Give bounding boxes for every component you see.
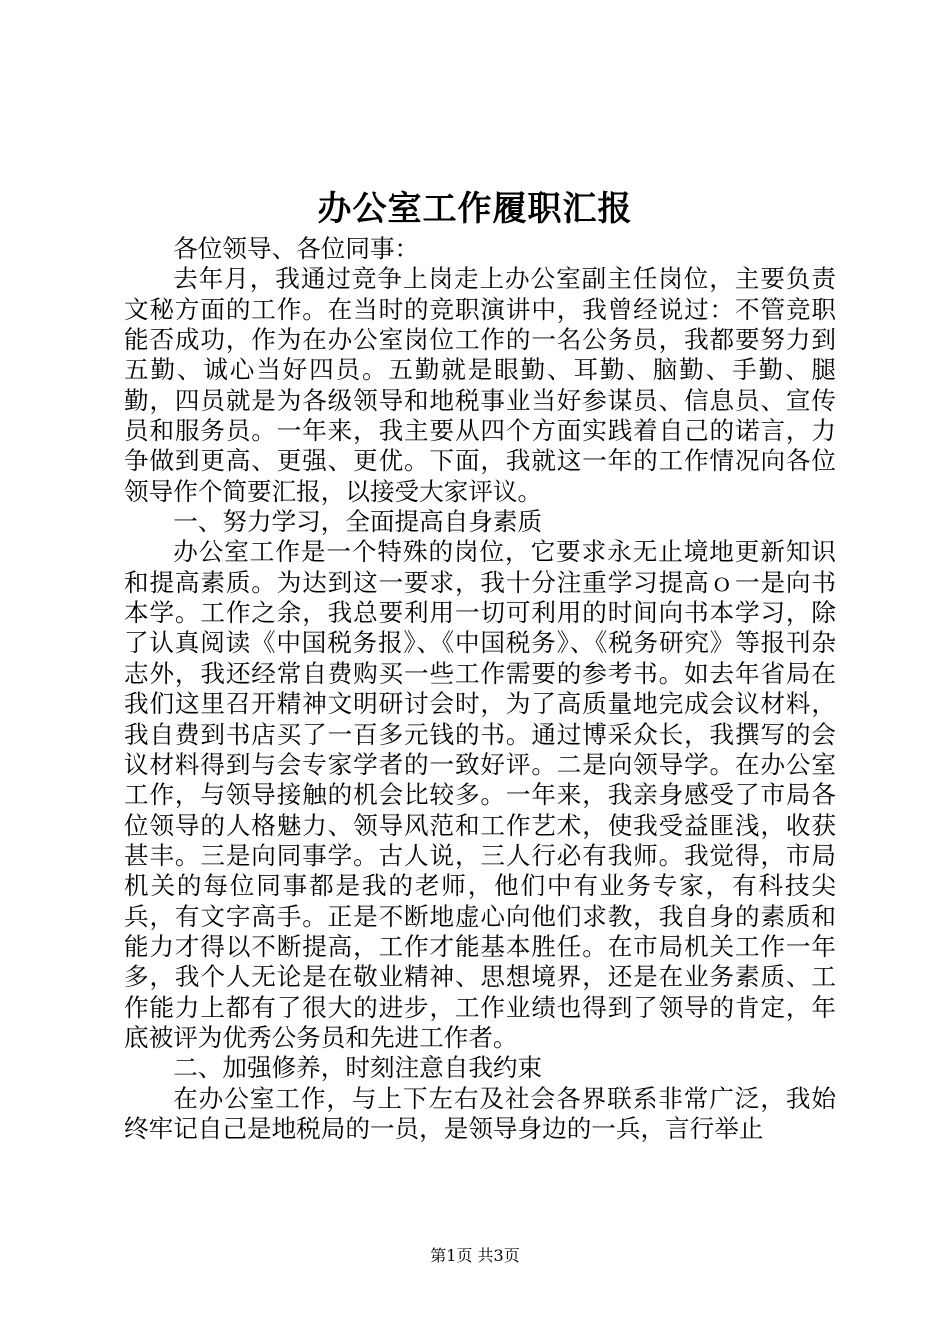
document-title: 办公室工作履职汇报 bbox=[317, 189, 633, 229]
salutation-paragraph: 各位领导、各位同事： bbox=[173, 234, 420, 263]
section-heading: 二、加强修养，时刻注意自我约束 bbox=[173, 1053, 543, 1083]
page-number-footer: 第1页 共3页 bbox=[430, 1246, 520, 1265]
section-heading: 一、努力学习，全面提高自身素质 bbox=[173, 507, 543, 537]
body-paragraph: 在办公室工作，与上下左右及社会各界联系非常广泛，我始终牢记自己是地税局的一员，是领导身边的一兵，言行举止 bbox=[124, 1083, 836, 1143]
document-body bbox=[124, 234, 836, 1144]
body-paragraph: 去年月，我通过竞争上岗走上办公室副主任岗位，主要负责文秘方面的工作。在当时的竞职演讲中，我曾经说过：不管竞职能否成功，作为在办公室岗位工作的一名公务员，我都要努力到五勤、诚心当好四员。五勤就是眼勤、耳勤、脑勤、手勤、腿勤，四员就是为各级领导和地税事业当好参谋员、信息员、宣传员和服务员。一年来，我主要从四个方面实践着自己的诺言，力争做到更高、更强、更优。下面，我就这一年的工作情况向各位领导作个简要汇报，以接受大家评议。 bbox=[124, 264, 836, 506]
body-paragraph: 办公室工作是一个特殊的岗位，它要求永无止境地更新知识和提高素质。为达到这一要求，我十分注重学习提高ｏ一是向书本学。工作之余，我总要利用一切可利用的时间向书本学习，除了认真阅读《中国税务报》、《中国税务》、《税务研究》等报刊杂志外，我还经常自费购买一些工作需要的参考书。如去年省局在我们这里召开精神文明研讨会时，为了高质量地完成会议材料，我自费到书店买了一百多元钱的书。通过博采众长，我撰写的会议材料得到与会专家学者的一致好评。二是向领导学。在办公室工作，与领导接触的机会比较多。一年来，我亲身感受了市局各位领导的人格魅力、领导风范和工作艺术，使我受益匪浅，收获甚丰。三是向同事学。古人说，三人行必有我师。我觉得，市局机关的每位同事都是我的老师，他们中有业务专家，有科技尖兵，有文字高手。正是不断地虚心向他们求教，我自身的素质和能力才得以不断提高，工作才能基本胜任。在市局机关工作一年多，我个人无论是在敬业精神、思想境界，还是在业务素质、工作能力上都有了很大的进步，工作业绩也得到了领导的肯定，年底被评为优秀公务员和先进工作者。 bbox=[124, 537, 836, 1052]
